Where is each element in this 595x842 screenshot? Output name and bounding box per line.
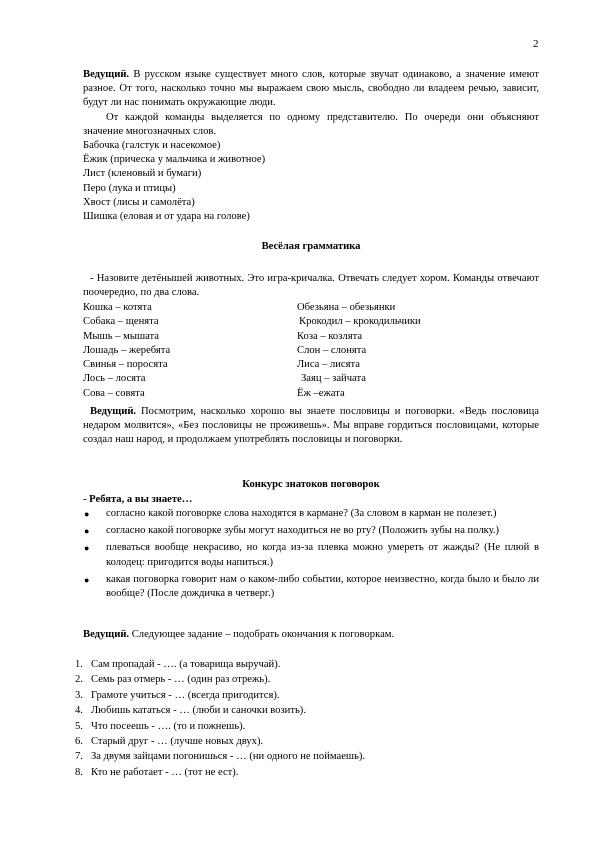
grammar-instruction: - Назовите детёнышей животных. Это игра-кричалка. Отвечать следует хором. Команды отвечают поочередно, по два слова. [83, 273, 539, 299]
pair-row [83, 344, 523, 358]
item-text: Грамоте учиться - … (всегда пригодится). [91, 689, 280, 701]
grammar-title: Весёлая грамматика [261, 241, 361, 252]
bullet-icon: ● [84, 509, 90, 519]
contest-subtitle: - Ребята, а вы знаете… [83, 494, 193, 505]
pair-right: Лиса – лисята [297, 359, 360, 371]
item-text: Сам пропадай - …. (а товарища выручай). [91, 659, 281, 670]
task-intro [83, 628, 546, 642]
item-number: 8. [75, 766, 83, 778]
pair-right: Слон – слонята [297, 344, 367, 356]
list-item [75, 704, 539, 719]
word-item: Хвост (лисы и самолёта) [83, 196, 195, 208]
question-text: согласно какой поговорке слова находятся в кармане? (За словом в карман не полезет.) [106, 508, 497, 519]
list-item [75, 766, 539, 781]
list-item [75, 673, 539, 688]
animal-pairs-table [83, 301, 523, 401]
contest-questions [75, 507, 539, 601]
list-item [75, 750, 539, 765]
pair-right: Заяц – зайчата [301, 373, 366, 385]
question-text: согласно какой поговорке зубы могут находиться не во рту? (Положить зубы на полку.) [106, 525, 500, 537]
task-intro-text: Следующее задание – подобрать окончания к поговоркам. [129, 629, 395, 640]
list-item [75, 507, 539, 521]
page-number: 2 [533, 38, 539, 50]
pair-right: Коза – козлята [297, 330, 363, 342]
pair-left: Собака – щенята [83, 316, 159, 328]
proverbs-intro [83, 405, 539, 448]
host-label: Ведущий. [90, 406, 137, 417]
item-text: Старый друг - … (лучше новых двух). [91, 735, 264, 747]
contest-title: Конкурс знатоков поговорок [242, 479, 380, 490]
item-number: 7. [75, 751, 83, 763]
item-number: 3. [75, 689, 83, 701]
pair-row [83, 372, 523, 386]
item-text: Любишь кататься - … (люби и саночки возить). [91, 705, 306, 717]
question-text: какая поговорка говорит нам о каком-либо событии, которое неизвестно, когда было и было ли вообще? (После дождичка в четверг.) [106, 573, 539, 600]
proverb-list [75, 658, 539, 781]
list-item [75, 524, 539, 538]
pair-left: Кошка – котята [83, 302, 152, 313]
pair-row [83, 315, 523, 329]
host-label: Ведущий. [83, 69, 130, 80]
list-item [75, 720, 539, 735]
host-label: Ведущий. [83, 629, 130, 640]
item-number: 2. [75, 674, 83, 686]
list-item [75, 658, 539, 673]
item-text: Семь раз отмерь - … (один раз отрежь). [91, 674, 271, 686]
list-item [75, 573, 539, 601]
pair-left: Лошадь – жеребята [83, 344, 171, 356]
pair-row [83, 301, 523, 315]
word-item: Ёжик (прическа у мальчика и животное) [83, 154, 266, 166]
pair-left: Сова – совята [83, 387, 145, 399]
pair-row [83, 387, 523, 401]
intro-section [83, 68, 539, 224]
intro-paragraph [83, 68, 539, 111]
item-text: Кто не работает - … (тот не ест). [91, 766, 239, 778]
word-item: Лист (кленовый и бумаги) [83, 168, 202, 180]
bullet-icon: ● [84, 574, 90, 585]
word-item: Перо (лука и птицы) [83, 182, 176, 194]
pair-right: Крокодил – крокодильчики [299, 316, 421, 328]
proverbs-intro-text: Посмотрим, насколько хорошо вы знаете пословицы и поговорки. «Ведь пословица недаром молвится», «Без пословицы не проживешь». Мы вправе гордиться пословицами, которые создал наш народ, и продолжаем употреблять пословицы и поговорки. [83, 406, 539, 446]
word-item: Шишка (еловая и от удара на голове) [83, 211, 250, 223]
team-instruction: От каждой команды выделяется по одному представителю. По очереди они объясняют значение многозначных слов. [83, 111, 539, 137]
item-text: Что посеешь - …. (то и пожнешь). [91, 720, 246, 732]
word-list [83, 139, 539, 224]
pair-right: Обезьяна – обезьянки [297, 302, 396, 313]
pair-left: Лось – лосята [83, 373, 146, 385]
pair-left: Свинья – поросята [83, 359, 168, 371]
word-item: Бабочка (галстук и насекомое) [83, 140, 221, 152]
pair-left: Мышь – мышата [83, 330, 159, 342]
bullet-icon: ● [84, 526, 90, 537]
list-item [75, 735, 539, 750]
question-text: плеваться вообще некрасиво, но когда из-за плевка можно умереть от жажды? (Не плюй в колодец: пригодится воды напиться.) [106, 542, 539, 568]
item-number: 4. [75, 705, 83, 717]
item-number: 6. [75, 735, 83, 747]
pair-right: Ёж –ежата [297, 387, 345, 399]
item-number: 5. [75, 720, 83, 732]
bullet-icon: ● [84, 543, 90, 554]
list-item [75, 689, 539, 704]
list-item [75, 541, 539, 569]
item-text: За двумя зайцами погонишься - … (ни одного не поймаешь). [91, 751, 366, 763]
item-number: 1. [75, 659, 83, 670]
intro-text: В русском языке существует много слов, которые звучат одинаково, а значение имеют разное. От того, насколько точно мы выражаем свою мысль, свободно ли владеем речью, зависит, будут ли нас понимать окружающие люди. [83, 69, 539, 109]
pair-row [83, 358, 523, 372]
pair-row [83, 330, 523, 344]
